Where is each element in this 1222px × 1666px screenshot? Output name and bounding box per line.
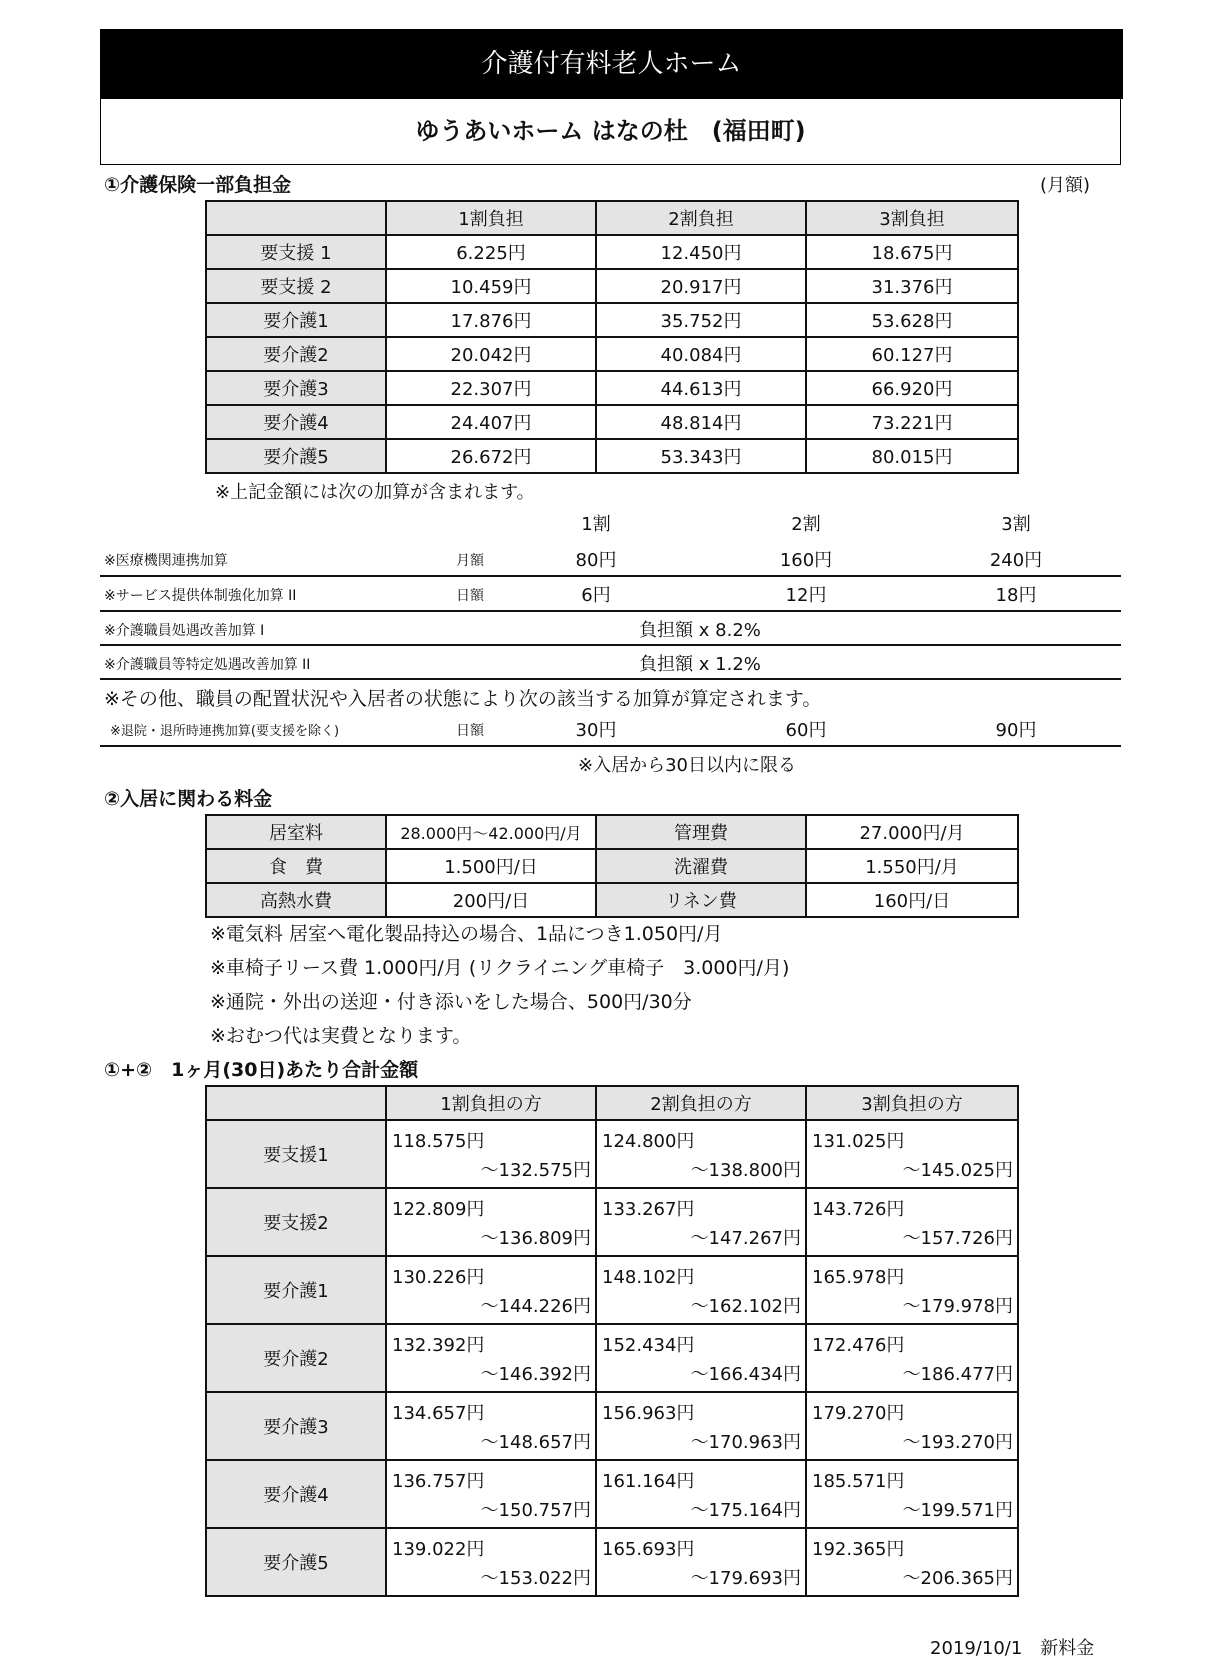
value-cell: 31.376円: [806, 269, 1018, 303]
row-label: 要支援 2: [206, 269, 386, 303]
value-cell: 73.221円: [806, 405, 1018, 439]
table-row: [206, 269, 1018, 303]
total-min: 124.800円: [602, 1131, 695, 1152]
addition-value: 60円: [785, 720, 827, 741]
footer-date: 2019/10/1 新料金: [930, 1638, 1095, 1659]
row-label: 要支援1: [206, 1120, 386, 1188]
total-max: ～132.575円: [480, 1160, 591, 1181]
total-cell: [386, 1460, 596, 1528]
table-row: [206, 337, 1018, 371]
table-row: [206, 1528, 1018, 1596]
header-cell: 1割負担の方: [386, 1086, 596, 1120]
total-cell: [806, 1256, 1018, 1324]
table-row: [206, 849, 1018, 883]
row-label: 要介護4: [206, 1460, 386, 1528]
total-min: 152.434円: [602, 1335, 695, 1356]
table-row: [206, 1188, 1018, 1256]
addition-value: 90円: [995, 720, 1037, 741]
fee-value: 28.000円～42.000円/月: [386, 815, 596, 849]
monthly-total-table: [205, 1085, 1019, 1597]
total-cell: [386, 1188, 596, 1256]
addition-value: 18円: [995, 585, 1037, 606]
total-max: ～186.477円: [902, 1364, 1013, 1385]
fee-value: 160円/日: [806, 883, 1018, 917]
total-min: 118.575円: [392, 1131, 485, 1152]
total-max: ～153.022円: [480, 1568, 591, 1589]
total-max: ～162.102円: [690, 1296, 801, 1317]
fee-note: ※おむつ代は実費となります。: [210, 1025, 472, 1047]
addition-value: 6円: [581, 585, 611, 606]
row-label: 要支援 1: [206, 235, 386, 269]
section1-note: ※上記金額には次の加算が含まれます。: [215, 482, 535, 503]
row-label: 要介護2: [206, 337, 386, 371]
total-cell: [806, 1324, 1018, 1392]
addition-value: 負担額 x 8.2%: [639, 620, 761, 641]
total-max: ～146.392円: [480, 1364, 591, 1385]
total-max: ～166.434円: [690, 1364, 801, 1385]
addition-row: [100, 542, 1121, 575]
other-addition-note: ※その他、職員の配置状況や入居者の状態により次の該当する加算が算定されます。: [104, 688, 822, 710]
table-row: [206, 439, 1018, 473]
care-copay-table: [205, 200, 1019, 474]
addition-value: 負担額 x 1.2%: [639, 654, 761, 675]
category-banner: 介護付有料老人ホーム: [100, 29, 1123, 99]
header-cell: 2割負担: [596, 201, 806, 235]
row-label: 要介護1: [206, 303, 386, 337]
value-cell: 20.042円: [386, 337, 596, 371]
total-max: ～138.800円: [690, 1160, 801, 1181]
total-cell: [806, 1528, 1018, 1596]
section1-unit: (月額): [1040, 175, 1091, 196]
total-min: 165.693円: [602, 1539, 695, 1560]
total-cell: [806, 1120, 1018, 1188]
divider: [100, 745, 1121, 747]
value-cell: 10.459円: [386, 269, 596, 303]
fee-label: 洗濯費: [596, 849, 806, 883]
fee-label: 管理費: [596, 815, 806, 849]
value-cell: 17.876円: [386, 303, 596, 337]
total-min: 134.657円: [392, 1403, 485, 1424]
total-max: ～148.657円: [480, 1432, 591, 1453]
total-cell: [806, 1188, 1018, 1256]
addition-name: ※介護職員処遇改善加算 I: [104, 623, 265, 639]
total-max: ～179.693円: [690, 1568, 801, 1589]
total-min: 156.963円: [602, 1403, 695, 1424]
row-label: 要介護5: [206, 439, 386, 473]
total-max: ～157.726円: [902, 1228, 1013, 1249]
header-cell: 3割負担: [806, 201, 1018, 235]
total-min: 136.757円: [392, 1471, 485, 1492]
addition-row: [100, 612, 1121, 645]
total-cell: [386, 1324, 596, 1392]
addition-value: 30円: [575, 720, 617, 741]
total-cell: [596, 1256, 806, 1324]
value-cell: 18.675円: [806, 235, 1018, 269]
addition-value: 12円: [785, 585, 827, 606]
addition-row: [100, 712, 1121, 745]
value-cell: 6.225円: [386, 235, 596, 269]
total-cell: [596, 1188, 806, 1256]
total-min: 185.571円: [812, 1471, 905, 1492]
table-row: [206, 1120, 1018, 1188]
fee-value: 1.550円/月: [806, 849, 1018, 883]
total-max: ～199.571円: [902, 1500, 1013, 1521]
addition-row: [100, 577, 1121, 610]
section1-title: ①介護保険一部負担金: [104, 174, 292, 196]
table-row: [206, 235, 1018, 269]
addition-header: 1割: [581, 514, 611, 535]
value-cell: 44.613円: [596, 371, 806, 405]
value-cell: 24.407円: [386, 405, 596, 439]
total-min: 148.102円: [602, 1267, 695, 1288]
value-cell: 66.920円: [806, 371, 1018, 405]
total-cell: [806, 1460, 1018, 1528]
total-cell: [386, 1528, 596, 1596]
total-max: ～144.226円: [480, 1296, 591, 1317]
total-cell: [596, 1460, 806, 1528]
value-cell: 35.752円: [596, 303, 806, 337]
fee-label: 高熱水費: [206, 883, 386, 917]
total-min: 139.022円: [392, 1539, 485, 1560]
fee-label: 居室料: [206, 815, 386, 849]
header-cell: [206, 1086, 386, 1120]
total-min: 161.164円: [602, 1471, 695, 1492]
table-row: [206, 1256, 1018, 1324]
facility-name: ゆうあいホーム はなの杜 (福田町): [100, 97, 1121, 165]
total-cell: [596, 1120, 806, 1188]
row-label: 要介護3: [206, 1392, 386, 1460]
fee-value: 27.000円/月: [806, 815, 1018, 849]
total-min: 143.726円: [812, 1199, 905, 1220]
total-max: ～206.365円: [902, 1568, 1013, 1589]
total-cell: [386, 1392, 596, 1460]
total-cell: [596, 1324, 806, 1392]
addition-unit: 月額: [456, 553, 484, 569]
total-max: ～170.963円: [690, 1432, 801, 1453]
table-row: [206, 1392, 1018, 1460]
value-cell: 48.814円: [596, 405, 806, 439]
extra-addition-note: ※入居から30日以内に限る: [578, 755, 796, 776]
addition-header: 2割: [791, 514, 821, 535]
total-min: 122.809円: [392, 1199, 485, 1220]
addition-value: 80円: [575, 550, 617, 571]
table-header-row: [206, 201, 1018, 235]
addition-name: ※介護職員等特定処遇改善加算 II: [104, 657, 311, 673]
row-label: 要介護3: [206, 371, 386, 405]
move-in-fee-table: [205, 814, 1019, 918]
total-max: ～175.164円: [690, 1500, 801, 1521]
total-max: ～147.267円: [690, 1228, 801, 1249]
addition-name: ※サービス提供体制強化加算 II: [104, 588, 297, 604]
value-cell: 12.450円: [596, 235, 806, 269]
total-cell: [806, 1392, 1018, 1460]
table-row: [206, 371, 1018, 405]
total-max: ～193.270円: [902, 1432, 1013, 1453]
addition-name: ※退院・退所時連携加算(要支援を除く): [110, 724, 340, 739]
total-min: 130.226円: [392, 1267, 485, 1288]
total-max: ～136.809円: [480, 1228, 591, 1249]
fee-note: ※車椅子リース費 1.000円/月 (リクライニング車椅子 3.000円/月): [210, 957, 790, 979]
header-cell: 2割負担の方: [596, 1086, 806, 1120]
total-min: 133.267円: [602, 1199, 695, 1220]
total-min: 172.476円: [812, 1335, 905, 1356]
total-min: 192.365円: [812, 1539, 905, 1560]
table-row: [206, 1324, 1018, 1392]
total-max: ～150.757円: [480, 1500, 591, 1521]
table-row: [206, 883, 1018, 917]
addition-value: 160円: [779, 550, 833, 571]
value-cell: 40.084円: [596, 337, 806, 371]
row-label: 要支援2: [206, 1188, 386, 1256]
addition-name: ※医療機関連携加算: [104, 553, 228, 569]
table-row: [206, 303, 1018, 337]
section3-title: ①+② 1ヶ月(30日)あたり合計金額: [104, 1059, 419, 1081]
fee-label: 食 費: [206, 849, 386, 883]
value-cell: 26.672円: [386, 439, 596, 473]
value-cell: 53.628円: [806, 303, 1018, 337]
fee-note: ※通院・外出の送迎・付き添いをした場合、500円/30分: [210, 991, 692, 1013]
table-row: [206, 1460, 1018, 1528]
row-label: 要介護2: [206, 1324, 386, 1392]
row-label: 要介護4: [206, 405, 386, 439]
section2-title: ②入居に関わる料金: [104, 788, 273, 810]
total-max: ～145.025円: [902, 1160, 1013, 1181]
row-label: 要介護5: [206, 1528, 386, 1596]
total-max: ～179.978円: [902, 1296, 1013, 1317]
divider: [100, 678, 1121, 680]
table-header-row: [206, 1086, 1018, 1120]
value-cell: 60.127円: [806, 337, 1018, 371]
value-cell: 20.917円: [596, 269, 806, 303]
value-cell: 80.015円: [806, 439, 1018, 473]
header-cell: 1割負担: [386, 201, 596, 235]
total-min: 132.392円: [392, 1335, 485, 1356]
fee-value: 1.500円/日: [386, 849, 596, 883]
value-cell: 53.343円: [596, 439, 806, 473]
fee-label: リネン費: [596, 883, 806, 917]
addition-unit: 日額: [456, 588, 484, 604]
total-cell: [386, 1120, 596, 1188]
value-cell: 22.307円: [386, 371, 596, 405]
table-row: [206, 815, 1018, 849]
addition-header: 3割: [1001, 514, 1031, 535]
total-min: 165.978円: [812, 1267, 905, 1288]
addition-row: [100, 646, 1121, 679]
header-cell: 3割負担の方: [806, 1086, 1018, 1120]
header-cell: [206, 201, 386, 235]
row-label: 要介護1: [206, 1256, 386, 1324]
total-cell: [596, 1528, 806, 1596]
total-min: 131.025円: [812, 1131, 905, 1152]
total-cell: [596, 1392, 806, 1460]
total-min: 179.270円: [812, 1403, 905, 1424]
fee-value: 200円/日: [386, 883, 596, 917]
fee-note: ※電気料 居室へ電化製品持込の場合、1品につき1.050円/月: [210, 923, 723, 945]
total-cell: [386, 1256, 596, 1324]
addition-unit: 日額: [456, 723, 484, 739]
addition-value: 240円: [989, 550, 1043, 571]
table-row: [206, 405, 1018, 439]
